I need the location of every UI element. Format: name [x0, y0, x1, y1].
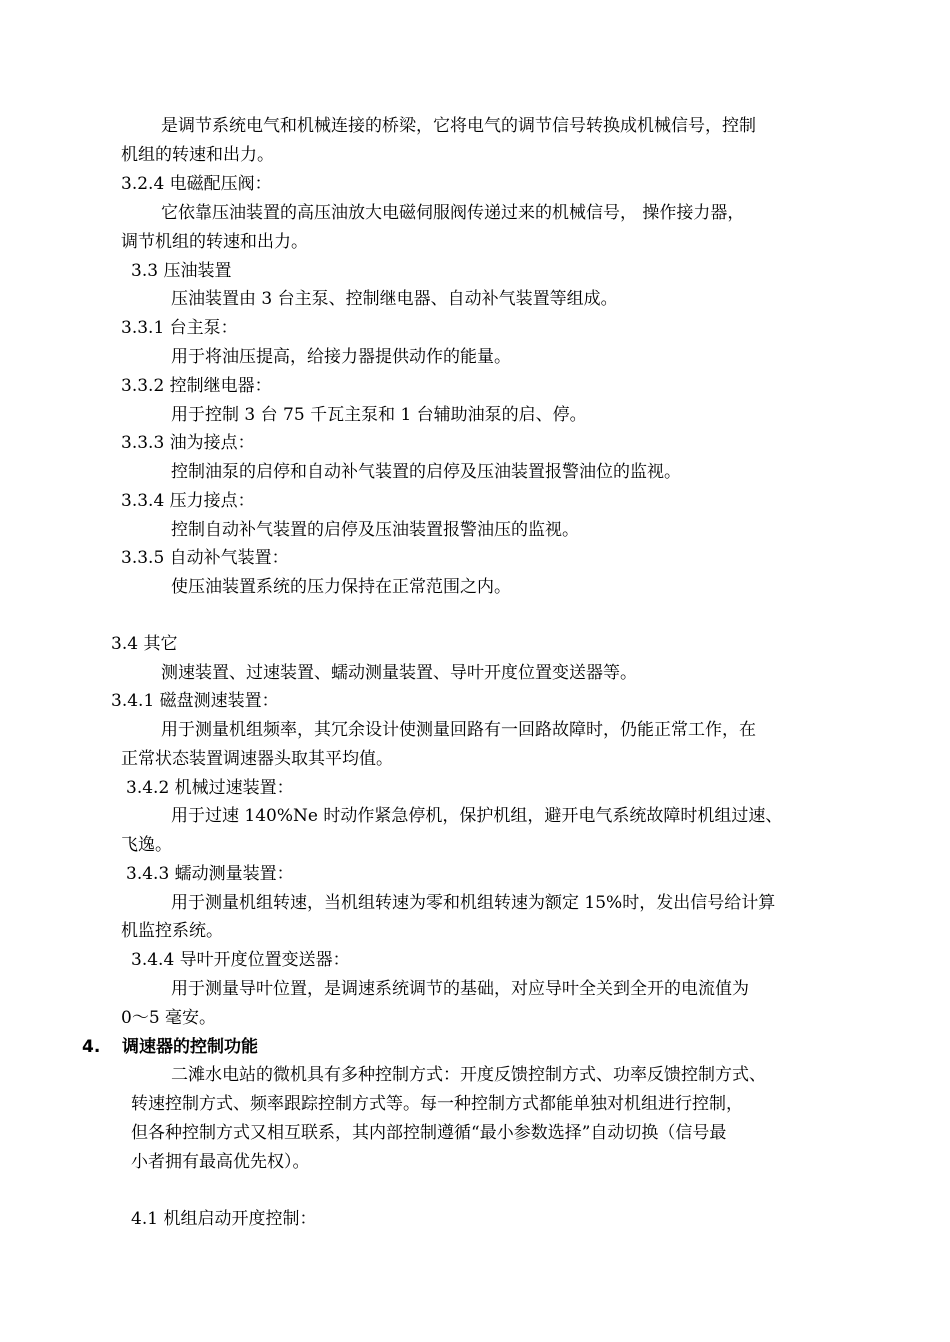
- chapter-title: 调速器的控制功能: [122, 1037, 258, 1057]
- text-line: 二滩水电站的微机具有多种控制方式：开度反馈控制方式、功率反馈控制方式、: [171, 1065, 766, 1085]
- text-line: 测速装置、过速装置、蠕动测量装置、导叶开度位置变送器等。: [161, 663, 637, 683]
- text-line: 使压油装置系统的压力保持在正常范围之内。: [171, 577, 511, 597]
- text-line: 飞逸。: [121, 835, 172, 855]
- text-line: 正常状态装置调速器头取其平均值。: [121, 749, 393, 769]
- section-heading: 3.2.4 电磁配压阀：: [121, 174, 272, 194]
- section-heading: 4.1 机组启动开度控制：: [131, 1209, 317, 1229]
- text-line: 转速控制方式、频率跟踪控制方式等。每一种控制方式都能单独对机组进行控制，: [131, 1094, 743, 1114]
- text-line: 压油装置由 3 台主泵、控制继电器、自动补气装置等组成。: [171, 289, 618, 309]
- section-heading: 3.3.5 自动补气装置：: [121, 548, 289, 568]
- section-heading: 3.3.2 控制继电器：: [121, 376, 272, 396]
- text-line: 用于测量机组转速，当机组转速为零和机组转速为额定 15%时，发出信号给计算: [171, 893, 776, 913]
- section-heading: 3.3.1 台主泵：: [121, 318, 238, 338]
- text-line: 机组的转速和出力。: [121, 145, 274, 165]
- section-heading: 3.4.2 机械过速装置：: [126, 778, 294, 798]
- section-heading: 3.3.3 油为接点：: [121, 433, 255, 453]
- text-line: 用于测量导叶位置，是调速系统调节的基础，对应导叶全关到全开的电流值为: [171, 979, 749, 999]
- text-line: 用于过速 140%Ne 时动作紧急停机，保护机组，避开电气系统故障时机组过速、: [171, 806, 783, 826]
- text-line: 但各种控制方式又相互联系，其内部控制遵循“最小参数选择”自动切换（信号最: [131, 1123, 727, 1143]
- text-line: 是调节系统电气和机械连接的桥梁，它将电气的调节信号转换成机械信号，控制: [161, 116, 756, 136]
- text-line: 小者拥有最高优先权）。: [131, 1152, 310, 1172]
- text-line: 控制油泵的启停和自动补气装置的启停及压油装置报警油位的监视。: [171, 462, 681, 482]
- section-heading: 3.4.1 磁盘测速装置：: [111, 691, 279, 711]
- text-line: 机监控系统。: [121, 921, 223, 941]
- chapter-number: 4.: [82, 1037, 101, 1057]
- section-heading: 3.3 压油装置: [131, 261, 232, 281]
- section-heading: 3.4 其它: [111, 634, 178, 654]
- text-line: 调节机组的转速和出力。: [121, 232, 308, 252]
- section-heading: 3.3.4 压力接点：: [121, 491, 255, 511]
- text-line: 用于将油压提高，给接力器提供动作的能量。: [171, 347, 511, 367]
- section-heading: 3.4.3 蠕动测量装置：: [126, 864, 294, 884]
- text-line: 用于控制 3 台 75 千瓦主泵和 1 台辅助油泵的启、停。: [171, 405, 587, 425]
- text-line: 0～5 毫安。: [121, 1008, 217, 1028]
- text-line: 控制自动补气装置的启停及压油装置报警油压的监视。: [171, 520, 579, 540]
- section-heading: 3.4.4 导叶开度位置变送器：: [131, 950, 350, 970]
- text-line: 用于测量机组频率，其冗余设计使测量回路有一回路故障时，仍能正常工作，在: [161, 720, 756, 740]
- text-line: 它依靠压油装置的高压油放大电磁伺服阀传递过来的机械信号， 操作接力器，: [161, 203, 745, 223]
